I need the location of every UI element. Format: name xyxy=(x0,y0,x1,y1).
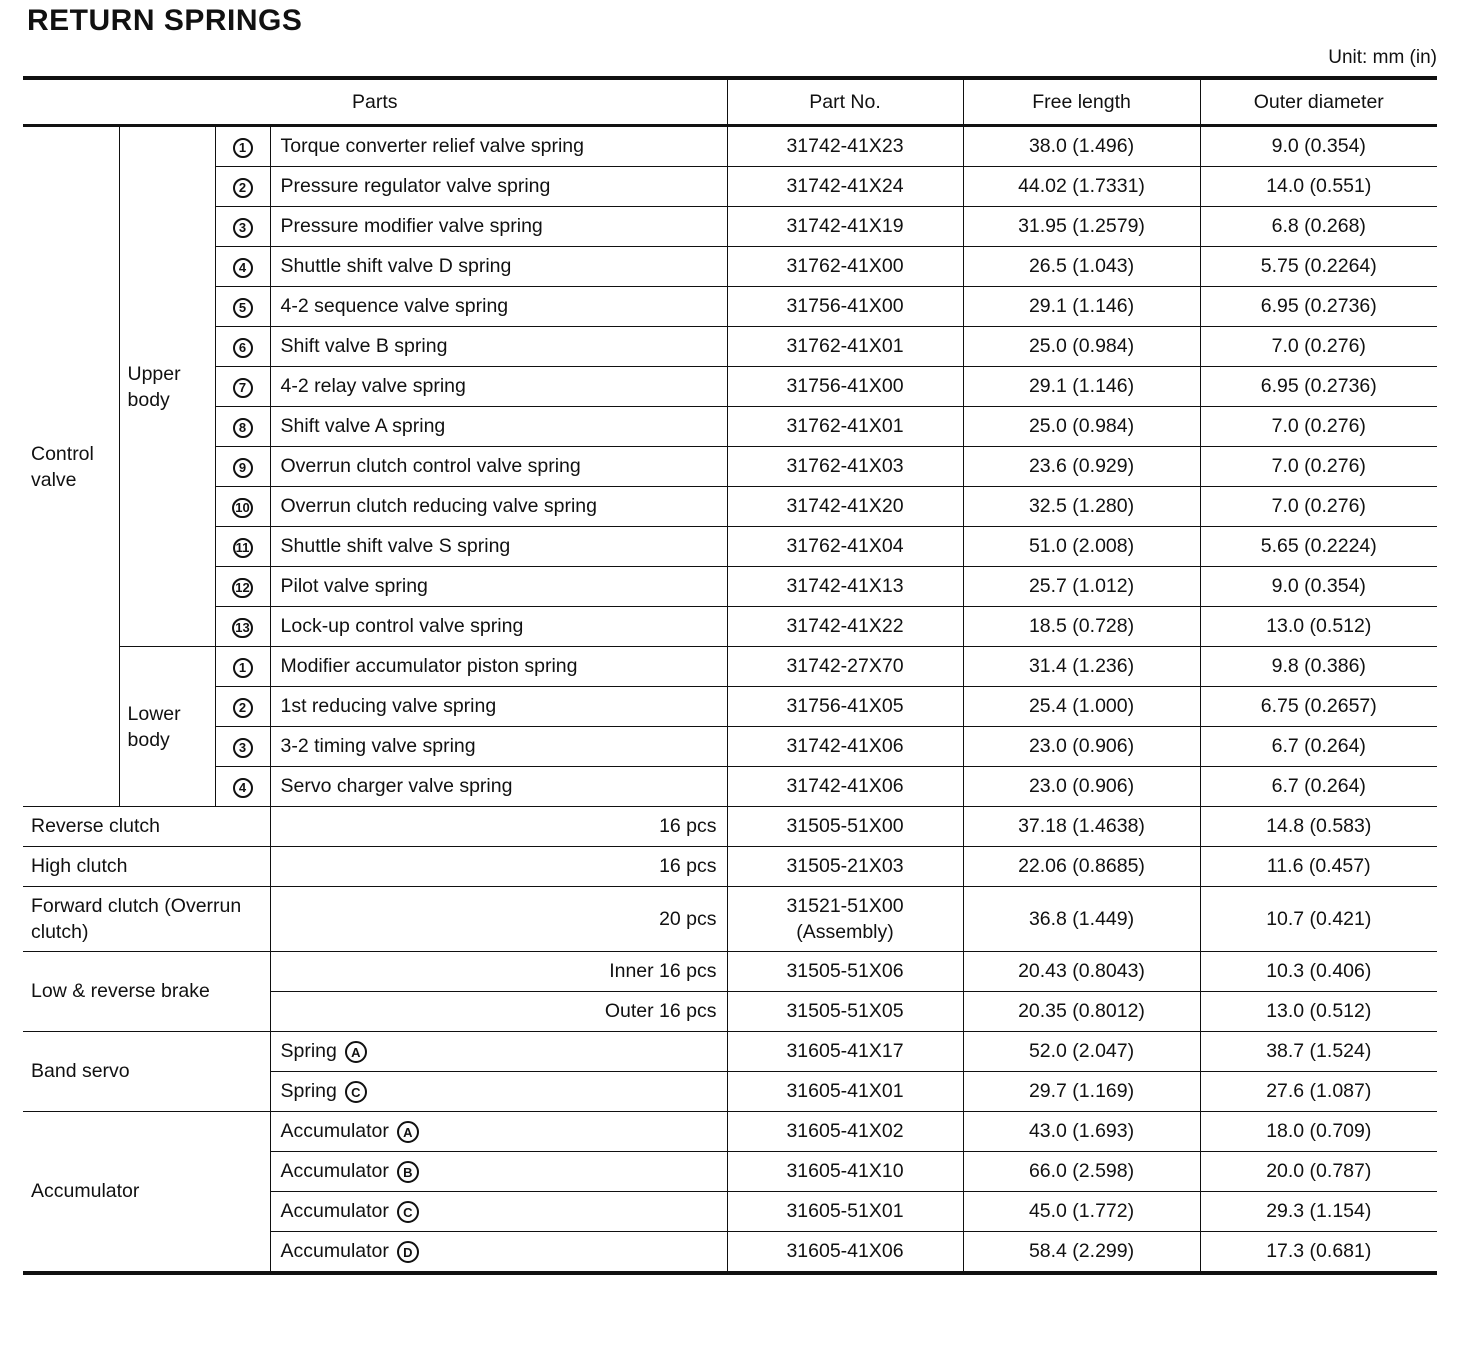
forward-clutch-label: Forward clutch (Overrun clutch) xyxy=(23,887,270,952)
part-no: 31742-41X06 xyxy=(727,767,963,807)
part-name xyxy=(270,1032,727,1072)
outer-diameter: 9.0 (0.354) xyxy=(1200,567,1437,607)
part-name: Pilot valve spring xyxy=(270,567,727,607)
reverse-clutch-label: Reverse clutch xyxy=(23,807,270,847)
outer-diameter: 7.0 (0.276) xyxy=(1200,327,1437,367)
part-no: 31762-41X01 xyxy=(727,327,963,367)
circled-number: 4 xyxy=(233,778,253,798)
part-name xyxy=(270,1232,727,1274)
part-name: Shift valve A spring xyxy=(270,407,727,447)
part-no: 31505-21X03 xyxy=(727,847,963,887)
part-name: Pressure regulator valve spring xyxy=(270,167,727,207)
table-row xyxy=(23,447,1437,487)
circled-number: 3 xyxy=(233,218,253,238)
part-name: Servo charger valve spring xyxy=(270,767,727,807)
outer-diameter: 20.0 (0.787) xyxy=(1200,1152,1437,1192)
outer-diameter: 6.95 (0.2736) xyxy=(1200,287,1437,327)
part-no: 31742-41X20 xyxy=(727,487,963,527)
outer-diameter: 27.6 (1.087) xyxy=(1200,1072,1437,1112)
part-no: 31605-51X01 xyxy=(727,1192,963,1232)
outer-diameter: 14.8 (0.583) xyxy=(1200,807,1437,847)
outer-diameter: 6.8 (0.268) xyxy=(1200,207,1437,247)
free-length: 38.0 (1.496) xyxy=(963,126,1200,167)
free-length: 29.1 (1.146) xyxy=(963,287,1200,327)
circled-number: 10 xyxy=(232,498,252,518)
part-no: 31762-41X00 xyxy=(727,247,963,287)
part-name: Torque converter relief valve spring xyxy=(270,126,727,167)
table-row xyxy=(23,367,1437,407)
circled-number: 11 xyxy=(233,538,253,558)
free-length: 23.0 (0.906) xyxy=(963,767,1200,807)
circled-letter: C xyxy=(345,1081,367,1103)
free-length: 52.0 (2.047) xyxy=(963,1032,1200,1072)
outer-diameter: 6.7 (0.264) xyxy=(1200,727,1437,767)
circled-number: 5 xyxy=(233,298,253,318)
circled-letter: A xyxy=(397,1121,419,1143)
part-name: Shuttle shift valve S spring xyxy=(270,527,727,567)
free-length: 58.4 (2.299) xyxy=(963,1232,1200,1274)
part-no: 31605-41X01 xyxy=(727,1072,963,1112)
header-outer-diameter: Outer diameter xyxy=(1200,78,1437,126)
table-row xyxy=(23,207,1437,247)
free-length: 25.0 (0.984) xyxy=(963,327,1200,367)
free-length: 18.5 (0.728) xyxy=(963,607,1200,647)
free-length: 29.1 (1.146) xyxy=(963,367,1200,407)
control-valve-label: Control valve xyxy=(23,126,119,807)
part-name: Pressure modifier valve spring xyxy=(270,207,727,247)
table-row xyxy=(23,887,1437,952)
outer-diameter: 9.8 (0.386) xyxy=(1200,647,1437,687)
part-no: 31756-41X00 xyxy=(727,367,963,407)
circled-number: 12 xyxy=(232,578,252,598)
table-row xyxy=(23,607,1437,647)
part-no: 31762-41X01 xyxy=(727,407,963,447)
part-no: 31756-41X00 xyxy=(727,287,963,327)
circled-letter: C xyxy=(397,1201,419,1223)
outer-diameter: 7.0 (0.276) xyxy=(1200,447,1437,487)
free-length: 37.18 (1.4638) xyxy=(963,807,1200,847)
circled-number: 4 xyxy=(233,258,253,278)
outer-diameter: 9.0 (0.354) xyxy=(1200,126,1437,167)
table-row xyxy=(23,847,1437,887)
free-length: 23.0 (0.906) xyxy=(963,727,1200,767)
free-length: 29.7 (1.169) xyxy=(963,1072,1200,1112)
circled-number: 13 xyxy=(232,618,252,638)
circled-letter: D xyxy=(397,1241,419,1263)
accumulator-name: Accumulator xyxy=(280,1199,389,1222)
outer-diameter: 5.65 (0.2224) xyxy=(1200,527,1437,567)
part-no: 31762-41X03 xyxy=(727,447,963,487)
outer-diameter: 7.0 (0.276) xyxy=(1200,407,1437,447)
circled-letter: A xyxy=(345,1041,367,1063)
circled-number: 3 xyxy=(233,738,253,758)
free-length: 32.5 (1.280) xyxy=(963,487,1200,527)
quantity: 16 pcs xyxy=(270,807,727,847)
part-no: 31521-51X00 (Assembly) xyxy=(727,887,963,952)
accumulator-name: Accumulator xyxy=(280,1239,389,1262)
part-no: 31505-51X00 xyxy=(727,807,963,847)
band-servo-label: Band servo xyxy=(23,1032,270,1112)
accumulator-name: Accumulator xyxy=(280,1119,389,1142)
outer-diameter: 10.7 (0.421) xyxy=(1200,887,1437,952)
free-length: 36.8 (1.449) xyxy=(963,887,1200,952)
accumulator-label: Accumulator xyxy=(23,1112,270,1274)
outer-diameter: 18.0 (0.709) xyxy=(1200,1112,1437,1152)
free-length: 22.06 (0.8685) xyxy=(963,847,1200,887)
outer-diameter: 7.0 (0.276) xyxy=(1200,487,1437,527)
outer-diameter: 13.0 (0.512) xyxy=(1200,607,1437,647)
free-length: 25.7 (1.012) xyxy=(963,567,1200,607)
free-length: 26.5 (1.043) xyxy=(963,247,1200,287)
part-no: 31605-41X02 xyxy=(727,1112,963,1152)
upper-body-label: Upper body xyxy=(119,126,215,647)
part-name xyxy=(270,1072,727,1112)
outer-diameter: 17.3 (0.681) xyxy=(1200,1232,1437,1274)
free-length: 43.0 (1.693) xyxy=(963,1112,1200,1152)
part-no: 31742-41X06 xyxy=(727,727,963,767)
unit-note: Unit: mm (in) xyxy=(1328,47,1437,68)
free-length: 23.6 (0.929) xyxy=(963,447,1200,487)
part-name: 1st reducing valve spring xyxy=(270,687,727,727)
part-name: 4-2 relay valve spring xyxy=(270,367,727,407)
free-length: 20.43 (0.8043) xyxy=(963,952,1200,992)
outer-diameter: 10.3 (0.406) xyxy=(1200,952,1437,992)
part-name: Shift valve B spring xyxy=(270,327,727,367)
part-no: 31605-41X17 xyxy=(727,1032,963,1072)
circled-number: 1 xyxy=(233,138,253,158)
quantity: Inner 16 pcs xyxy=(270,952,727,992)
spring-label: Spring xyxy=(280,1039,337,1062)
part-name: Shuttle shift valve D spring xyxy=(270,247,727,287)
table-row xyxy=(23,487,1437,527)
part-name: Modifier accumulator piston spring xyxy=(270,647,727,687)
free-length: 20.35 (0.8012) xyxy=(963,992,1200,1032)
circled-letter: B xyxy=(397,1161,419,1183)
free-length: 66.0 (2.598) xyxy=(963,1152,1200,1192)
outer-diameter: 6.95 (0.2736) xyxy=(1200,367,1437,407)
spring-label: Spring xyxy=(280,1079,337,1102)
header-part-no: Part No. xyxy=(727,78,963,126)
header-parts: Parts xyxy=(23,78,727,126)
part-name: Overrun clutch reducing valve spring xyxy=(270,487,727,527)
table-row xyxy=(23,1112,1437,1152)
outer-diameter: 5.75 (0.2264) xyxy=(1200,247,1437,287)
accumulator-name: Accumulator xyxy=(280,1159,389,1182)
table-row xyxy=(23,126,1437,167)
part-no: 31742-41X19 xyxy=(727,207,963,247)
table-row xyxy=(23,567,1437,607)
circled-number: 1 xyxy=(233,658,253,678)
outer-diameter: 29.3 (1.154) xyxy=(1200,1192,1437,1232)
circled-number: 2 xyxy=(233,698,253,718)
free-length: 31.95 (1.2579) xyxy=(963,207,1200,247)
outer-diameter: 6.7 (0.264) xyxy=(1200,767,1437,807)
part-name xyxy=(270,1152,727,1192)
table-row xyxy=(23,647,1437,687)
low-reverse-brake-label: Low & reverse brake xyxy=(23,952,270,1032)
part-no: 31742-41X24 xyxy=(727,167,963,207)
circled-number: 7 xyxy=(233,378,253,398)
quantity: Outer 16 pcs xyxy=(270,992,727,1032)
outer-diameter: 38.7 (1.524) xyxy=(1200,1032,1437,1072)
part-name xyxy=(270,1112,727,1152)
quantity: 16 pcs xyxy=(270,847,727,887)
table-row xyxy=(23,287,1437,327)
part-no: 31742-27X70 xyxy=(727,647,963,687)
table-row xyxy=(23,247,1437,287)
free-length: 25.0 (0.984) xyxy=(963,407,1200,447)
outer-diameter: 6.75 (0.2657) xyxy=(1200,687,1437,727)
part-no: 31505-51X05 xyxy=(727,992,963,1032)
part-name: 4-2 sequence valve spring xyxy=(270,287,727,327)
free-length: 51.0 (2.008) xyxy=(963,527,1200,567)
part-no: 31742-41X13 xyxy=(727,567,963,607)
circled-number: 9 xyxy=(233,458,253,478)
table-row xyxy=(23,1032,1437,1072)
quantity: 20 pcs xyxy=(270,887,727,952)
table-row xyxy=(23,767,1437,807)
table-row xyxy=(23,687,1437,727)
part-no: 31756-41X05 xyxy=(727,687,963,727)
part-no: 31742-41X23 xyxy=(727,126,963,167)
table-row xyxy=(23,167,1437,207)
part-no: 31505-51X06 xyxy=(727,952,963,992)
part-no: 31605-41X10 xyxy=(727,1152,963,1192)
table-row xyxy=(23,407,1437,447)
free-length: 31.4 (1.236) xyxy=(963,647,1200,687)
part-no: 31762-41X04 xyxy=(727,527,963,567)
part-no: 31605-41X06 xyxy=(727,1232,963,1274)
outer-diameter: 14.0 (0.551) xyxy=(1200,167,1437,207)
table-row xyxy=(23,727,1437,767)
free-length: 45.0 (1.772) xyxy=(963,1192,1200,1232)
high-clutch-label: High clutch xyxy=(23,847,270,887)
part-no: 31742-41X22 xyxy=(727,607,963,647)
lower-body-label: Lower body xyxy=(119,647,215,807)
table-row xyxy=(23,807,1437,847)
outer-diameter: 13.0 (0.512) xyxy=(1200,992,1437,1032)
return-springs-table xyxy=(23,76,1437,1275)
circled-number: 2 xyxy=(233,178,253,198)
circled-number: 6 xyxy=(233,338,253,358)
free-length: 25.4 (1.000) xyxy=(963,687,1200,727)
part-name: Lock-up control valve spring xyxy=(270,607,727,647)
header-free-length: Free length xyxy=(963,78,1200,126)
table-row xyxy=(23,527,1437,567)
header-row xyxy=(23,78,1437,126)
part-name xyxy=(270,1192,727,1232)
page-title: RETURN SPRINGS xyxy=(27,4,303,37)
table-row xyxy=(23,952,1437,992)
part-name: Overrun clutch control valve spring xyxy=(270,447,727,487)
part-name: 3-2 timing valve spring xyxy=(270,727,727,767)
circled-number: 8 xyxy=(233,418,253,438)
free-length: 44.02 (1.7331) xyxy=(963,167,1200,207)
table-row xyxy=(23,327,1437,367)
outer-diameter: 11.6 (0.457) xyxy=(1200,847,1437,887)
